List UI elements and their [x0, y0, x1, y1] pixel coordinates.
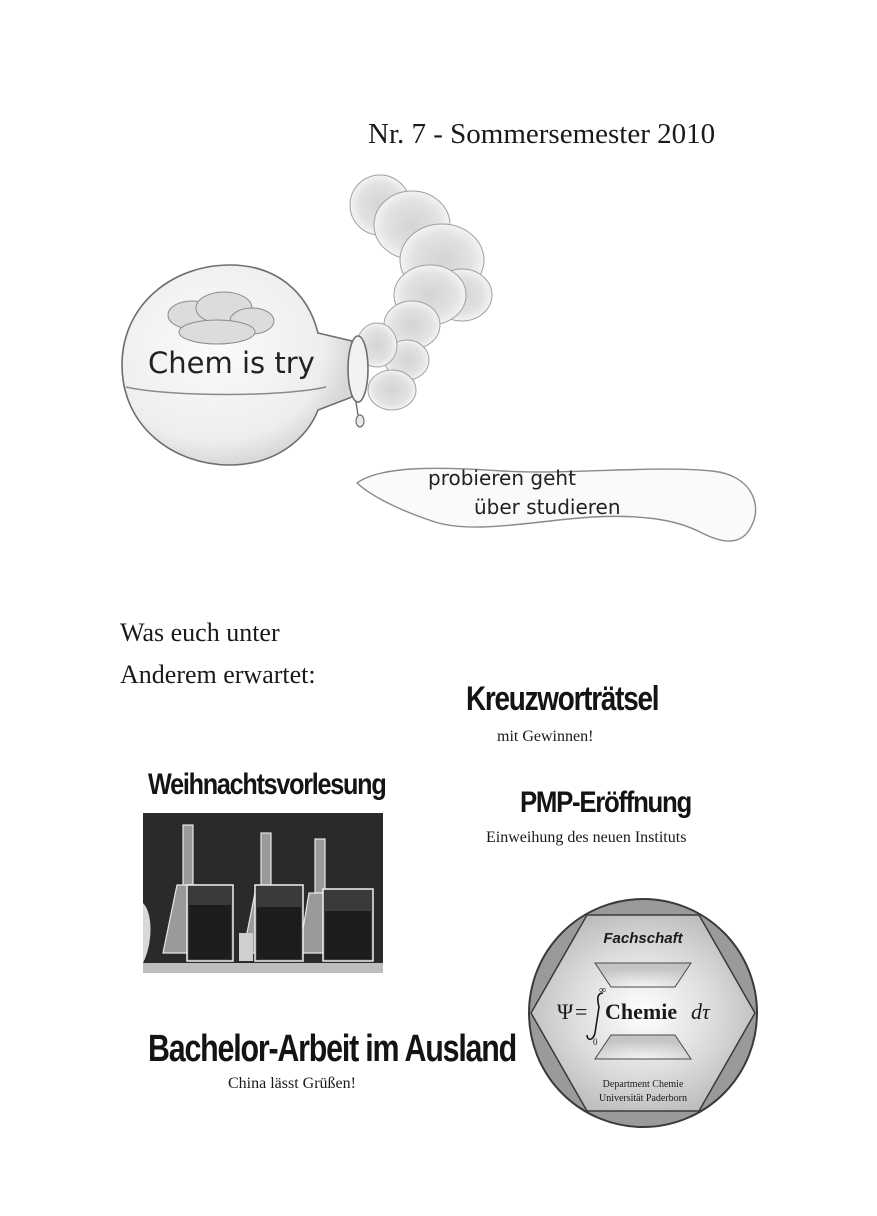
smoke-plume	[350, 175, 492, 410]
puddle-caption-line1: probieren geht	[428, 466, 576, 490]
logo-bottom-line2: Universität Paderborn	[598, 1093, 688, 1104]
logo-equals: =	[575, 999, 588, 1024]
issue-title: Nr. 7 - Sommersemester 2010	[368, 118, 716, 150]
feature-title-pmp-opening: PMP-Eröffnung	[520, 786, 691, 819]
feature-subtitle-crossword: mit Gewinnen!	[497, 728, 594, 745]
flask-caption: Chem is try	[148, 346, 315, 380]
feature-title-bachelor-abroad: Bachelor-Arbeit im Ausland	[148, 1028, 517, 1070]
logo-formula-word: Chemie	[605, 999, 678, 1024]
logo-formula-dtau: dτ	[691, 999, 710, 1024]
logo-psi: Ψ	[557, 999, 574, 1024]
logo-integral-upper: ∞	[599, 985, 607, 996]
feature-subtitle-pmp-opening: Einweihung des neuen Instituts	[486, 829, 687, 846]
logo-bottom-line1: Department Chemie	[602, 1079, 684, 1090]
intro-line-1: Was euch unter	[120, 618, 280, 647]
fachschaft-chemie-logo	[525, 895, 761, 1131]
feature-subtitle-bachelor-abroad: China lässt Grüßen!	[228, 1075, 356, 1092]
feature-title-christmas-lecture: Weihnachtsvorlesung	[148, 768, 386, 801]
logo-top-text: Fachschaft	[603, 930, 683, 947]
logo-integral-lower: 0	[593, 1037, 598, 1047]
feature-title-crossword: Kreuzworträtsel	[466, 680, 659, 718]
lab-glassware-photo	[143, 813, 383, 973]
puddle-caption-line2: über studieren	[474, 495, 621, 519]
intro-line-2: Anderem erwartet:	[120, 660, 316, 689]
